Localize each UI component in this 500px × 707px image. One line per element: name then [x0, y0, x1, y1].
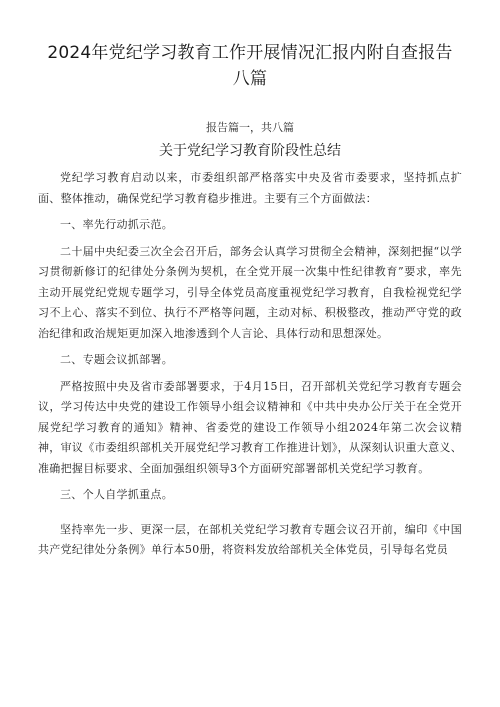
point-heading-3: 三、个人自学抓重点。 — [60, 488, 173, 501]
point-paragraph-3: 坚持率先一步、更深一层，在部机关党纪学习教育专题会议召开前，编印《中国共产党纪律处分条例》单行本50册，将资料发放给部机关全体党员，引导每名党员 — [38, 522, 462, 556]
point-heading-1: 一、率先行动抓示范。 — [60, 218, 173, 231]
report-subtitle: 报告篇一，共八篇 — [206, 121, 294, 134]
point-paragraph-2: 严格按照中央及省市委部署要求，于4月15日，召开部机关党纪学习教育专题会议，学习传达中央党的建设工作领导小组会议精神和《中共中央办公厅关于在全党开展党纪学习教育的通知》精神、省委党的建设工作领导小组2024年第二次会议精神，审议《市委组织部机关开展党纪学习教育工作推进计划》，从深刻认识重大意义、准确把握目标要求、全面加强组织领导3个方面研究部署部机关党纪学习教育。 — [38, 379, 462, 475]
point-heading-2: 二、专题会议抓部署。 — [60, 353, 173, 366]
section-title: 关于党纪学习教育阶段性总结 — [159, 143, 341, 159]
intro-paragraph: 党纪学习教育启动以来，市委组织部严格落实中央及省市委要求，坚持抓点扩面、整体推动，确保党纪学习教育稳步推进。主要有三个方面做法： — [38, 171, 462, 205]
document-body — [38, 168, 462, 561]
document-title-line-2: 八篇 — [232, 69, 268, 89]
document-title-line-1: 2024年党纪学习教育工作开展情况汇报内附自查报告 — [47, 43, 453, 63]
document-title — [38, 40, 462, 92]
title-spacer — [38, 92, 462, 120]
point-paragraph-1: 二十届中央纪委三次全会召开后，部务会认真学习贯彻全会精神，深刻把握“以学习贯彻新修订的纪律处分条例为契机，在全党开展一次集中性纪律教育”要求，率先主动开展党纪党规专题学习，引导全体党员高度重视党纪学习教育，自我检视党纪学习不上心、落实不到位、执行不严格等问题，主动对标、积极整改，推动严守党的政治纪律和政治规矩更加深入地渗透到个人言论、具体行动和思想深处。 — [38, 244, 462, 340]
